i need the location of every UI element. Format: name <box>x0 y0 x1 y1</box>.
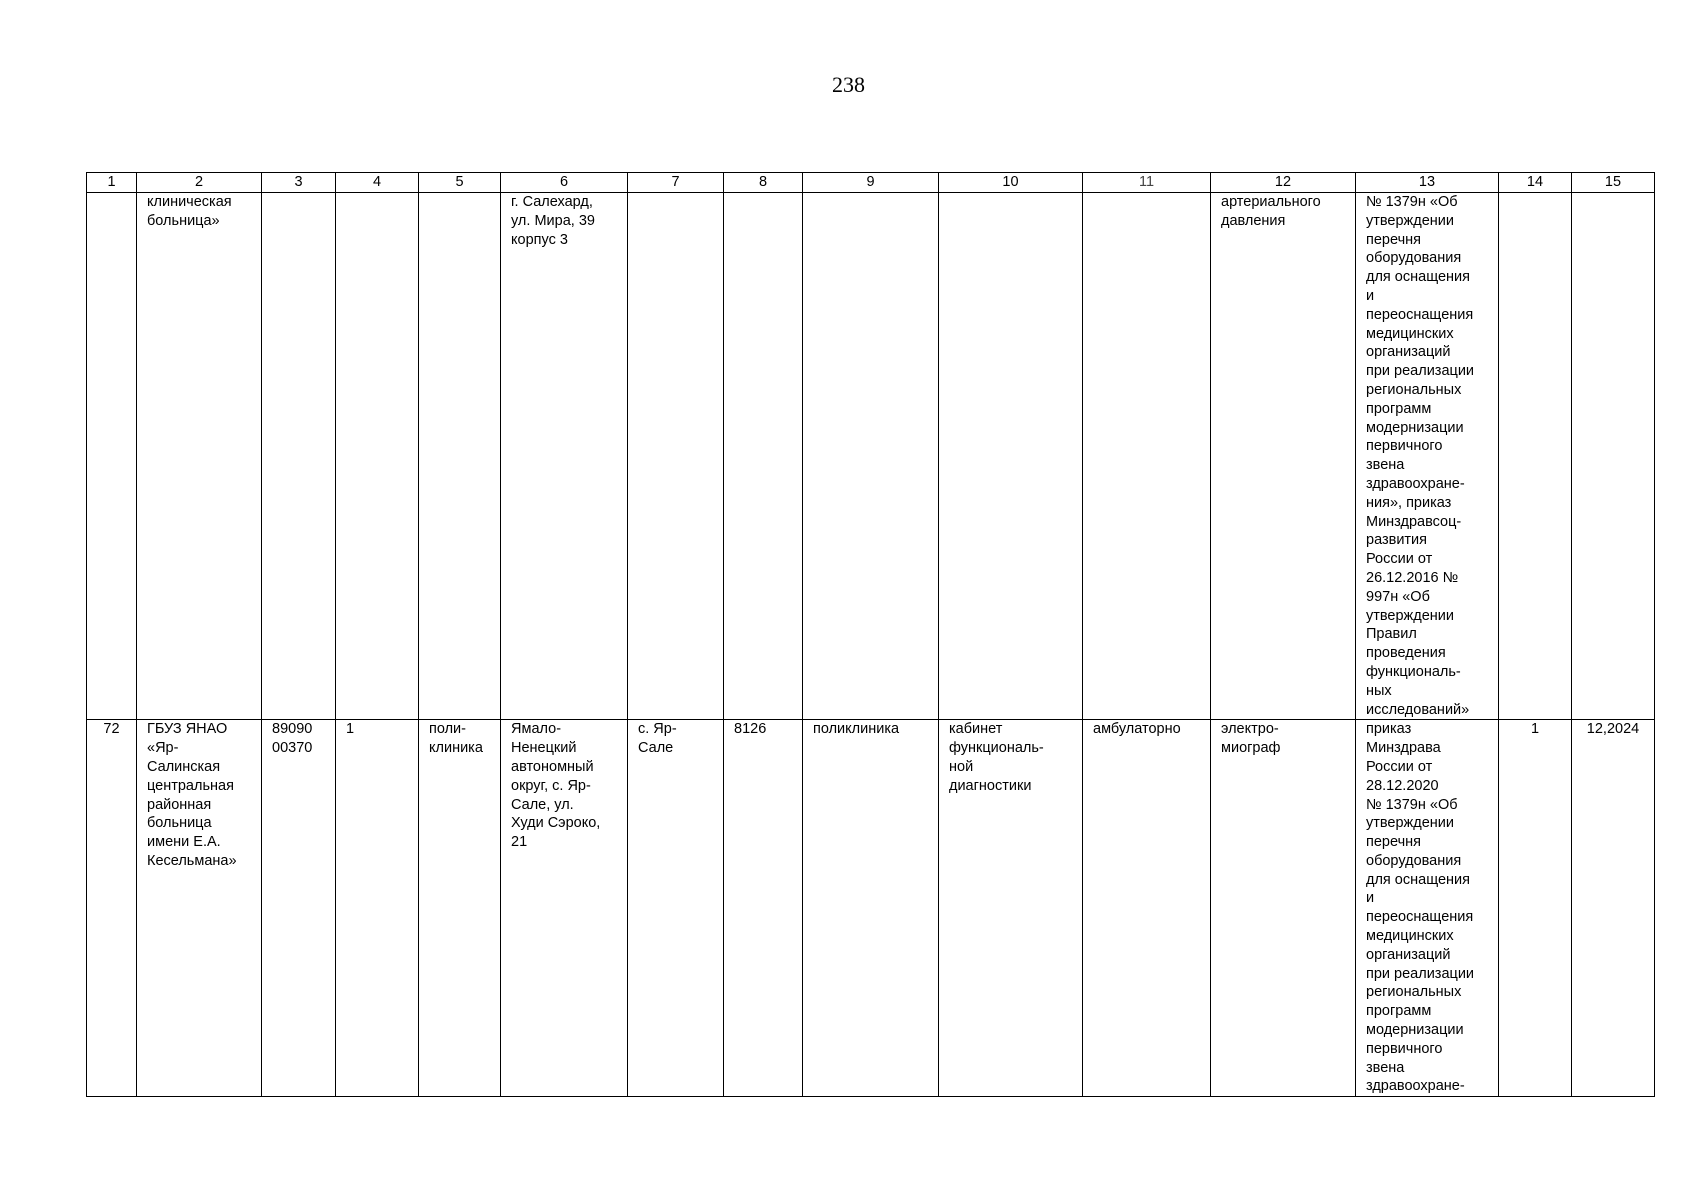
table-cell <box>1572 193 1655 720</box>
table-cell: кабинет функциональ- ной диагностики <box>939 720 1083 1097</box>
column-number: 7 <box>628 173 724 193</box>
table-row <box>87 720 1655 1097</box>
column-number: 3 <box>262 173 336 193</box>
table-row <box>87 193 1655 720</box>
table-cell <box>724 193 803 720</box>
table-cell <box>87 193 137 720</box>
column-numbers-row <box>87 173 1655 193</box>
table-cell: ГБУЗ ЯНАО «Яр- Салинская центральная районная больница имени Е.А. Кесельмана» <box>137 720 262 1097</box>
column-number: 10 <box>939 173 1083 193</box>
table-cell: Ямало- Ненецкий автономный округ, с. Яр- Сале, ул. Худи Сэроко, 21 <box>501 720 628 1097</box>
page-number: 238 <box>832 72 865 97</box>
equipment-table <box>86 172 1655 1097</box>
table-cell: поликлиника <box>803 720 939 1097</box>
column-number: 6 <box>501 173 628 193</box>
column-number: 9 <box>803 173 939 193</box>
table-cell <box>336 193 419 720</box>
table-cell: № 1379н «Об утверждении перечня оборудования для оснащения и переоснащения медицинских организаций при реализации региональных программ модернизации первичного звена здравоохране- ния», приказ Минздравсоц- развития России от 26.12.2016 № 997н «Об утверждении Правил проведения функциональ- ных исследований» <box>1356 193 1499 720</box>
table-cell: приказ Минздрава России от 28.12.2020 № 1379н «Об утверждении перечня оборудования для оснащения и переоснащения медицинских организаций при реализации региональных программ модернизации первичного звена здравоохране- <box>1356 720 1499 1097</box>
column-number: 4 <box>336 173 419 193</box>
table-cell: 72 <box>87 720 137 1097</box>
table-cell: амбулаторно <box>1083 720 1211 1097</box>
table-cell: 1 <box>336 720 419 1097</box>
column-number: 2 <box>137 173 262 193</box>
column-number: 12 <box>1211 173 1356 193</box>
table-cell <box>628 193 724 720</box>
column-number: 8 <box>724 173 803 193</box>
column-number: 11 <box>1083 173 1211 193</box>
column-number: 1 <box>87 173 137 193</box>
table-cell: 1 <box>1499 720 1572 1097</box>
table-cell <box>419 193 501 720</box>
table-cell: г. Салехард, ул. Мира, 39 корпус 3 <box>501 193 628 720</box>
table-cell: артериального давления <box>1211 193 1356 720</box>
table-cell: поли- клиника <box>419 720 501 1097</box>
column-number: 15 <box>1572 173 1655 193</box>
table-cell <box>262 193 336 720</box>
column-number: 13 <box>1356 173 1499 193</box>
table-cell <box>803 193 939 720</box>
table-cell <box>939 193 1083 720</box>
table-cell: клиническая больница» <box>137 193 262 720</box>
column-number: 5 <box>419 173 501 193</box>
table-cell <box>1083 193 1211 720</box>
table-cell <box>1499 193 1572 720</box>
column-number: 14 <box>1499 173 1572 193</box>
table-cell: 89090 00370 <box>262 720 336 1097</box>
table-cell: 8126 <box>724 720 803 1097</box>
table-cell: с. Яр- Сале <box>628 720 724 1097</box>
table-cell: 12,2024 <box>1572 720 1655 1097</box>
table-cell: электро- миограф <box>1211 720 1356 1097</box>
